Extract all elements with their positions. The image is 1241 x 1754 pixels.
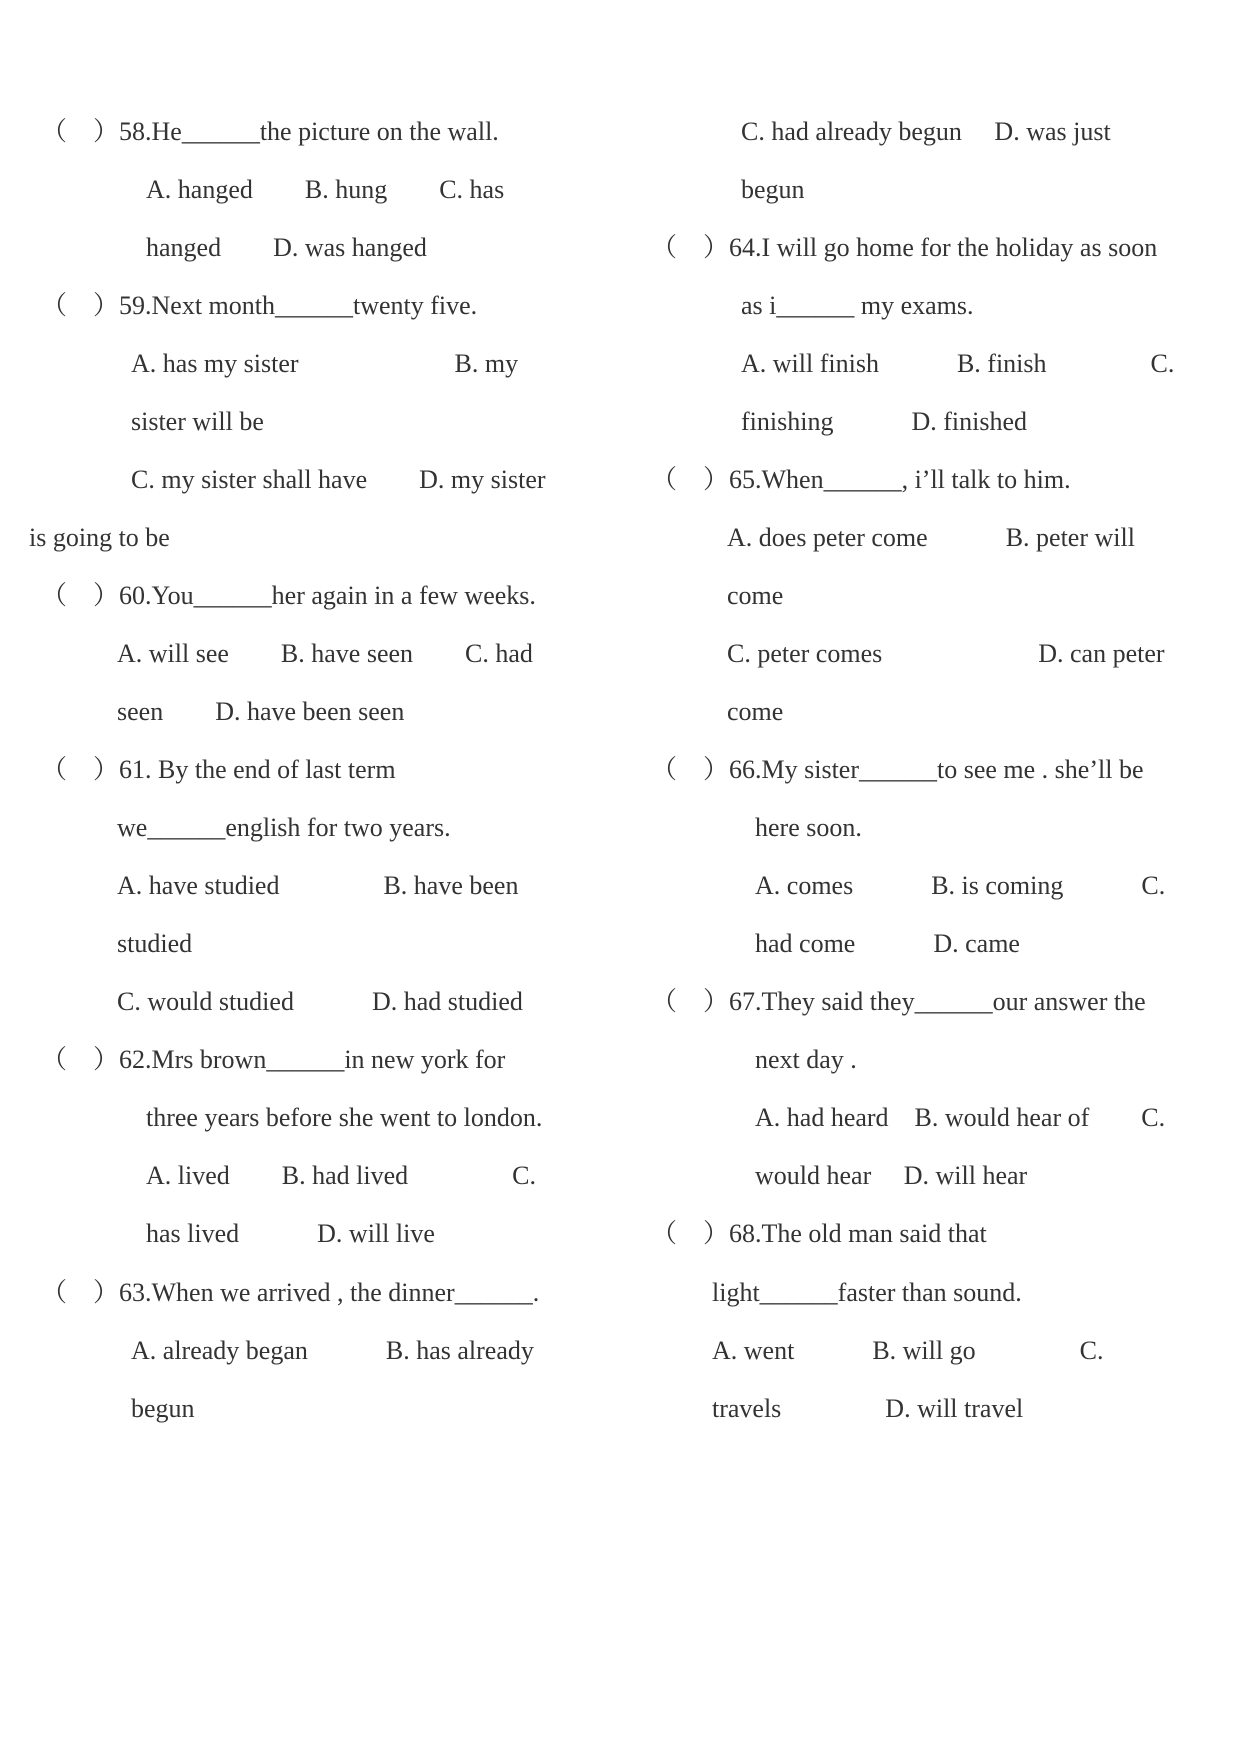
q58-options-line-2: hanged D. was hanged: [146, 233, 427, 262]
question-58: （ ）58.He______the picture on the wall.: [41, 117, 499, 146]
q61-options-line-2: studied: [117, 929, 193, 958]
question-68: （ ）68.The old man said that: [651, 1219, 987, 1248]
q61-options-line-1: A. have studied B. have been: [117, 871, 519, 900]
q59-options-line-4: is going to be: [29, 523, 170, 552]
question-61: （ ）61. By the end of last term: [41, 755, 396, 784]
q65-options-line-2: come: [727, 581, 784, 610]
question-64: （ ）64.I will go home for the holiday as soon: [651, 233, 1158, 262]
q62-options-line-1: A. lived B. had lived C.: [146, 1161, 536, 1190]
q61-stem-line-2: we______english for two years.: [117, 813, 451, 842]
question-66: （ ）66.My sister______to see me . she’ll be: [651, 755, 1144, 784]
q60-options-line-1: A. will see B. have seen C. had: [117, 639, 533, 668]
q59-options-line-2: sister will be: [131, 407, 264, 436]
q68-stem-line-2: light______faster than sound.: [712, 1278, 1022, 1307]
q67-stem-line-2: next day .: [755, 1045, 857, 1074]
question-60: （ ）60.You______her again in a few weeks.: [41, 581, 536, 610]
q58-options-line-1: A. hanged B. hung C. has: [146, 175, 505, 204]
q64-options-line-1: A. will finish B. finish C.: [741, 349, 1175, 378]
q62-stem-line-2: three years before she went to london.: [146, 1103, 543, 1132]
q63-options-line-4: begun: [741, 175, 805, 204]
q63-options-line-1: A. already began B. has already: [131, 1336, 534, 1365]
q65-options-line-4: come: [727, 697, 784, 726]
q67-options-line-2: would hear D. will hear: [755, 1161, 1028, 1190]
q68-options-line-2: travels D. will travel: [712, 1394, 1024, 1423]
q61-options-line-3: C. would studied D. had studied: [117, 987, 523, 1016]
question-59: （ ）59.Next month______twenty five.: [41, 291, 478, 320]
question-63: （ ）63.When we arrived , the dinner______.: [41, 1278, 540, 1307]
q60-options-line-2: seen D. have been seen: [117, 697, 405, 726]
question-65: （ ）65.When______, i’ll talk to him.: [651, 465, 1071, 494]
q62-options-line-2: has lived D. will live: [146, 1219, 435, 1248]
q63-options-line-2: begun: [131, 1394, 195, 1423]
q65-options-line-3: C. peter comes D. can peter: [727, 639, 1165, 668]
q64-options-line-2: finishing D. finished: [741, 407, 1027, 436]
question-62: （ ）62.Mrs brown______in new york for: [41, 1045, 506, 1074]
q66-stem-line-2: here soon.: [755, 813, 862, 842]
q68-options-line-1: A. went B. will go C.: [712, 1336, 1104, 1365]
q66-options-line-2: had come D. came: [755, 929, 1020, 958]
q65-options-line-1: A. does peter come B. peter will: [727, 523, 1135, 552]
q59-options-line-3: C. my sister shall have D. my sister: [131, 465, 546, 494]
q64-stem-line-2: as i______ my exams.: [741, 291, 974, 320]
q66-options-line-1: A. comes B. is coming C.: [755, 871, 1166, 900]
q59-options-line-1: A. has my sister B. my: [131, 349, 519, 378]
q67-options-line-1: A. had heard B. would hear of C.: [755, 1103, 1166, 1132]
q63-options-line-3: C. had already begun D. was just: [741, 117, 1111, 146]
question-67: （ ）67.They said they______our answer the: [651, 987, 1146, 1016]
